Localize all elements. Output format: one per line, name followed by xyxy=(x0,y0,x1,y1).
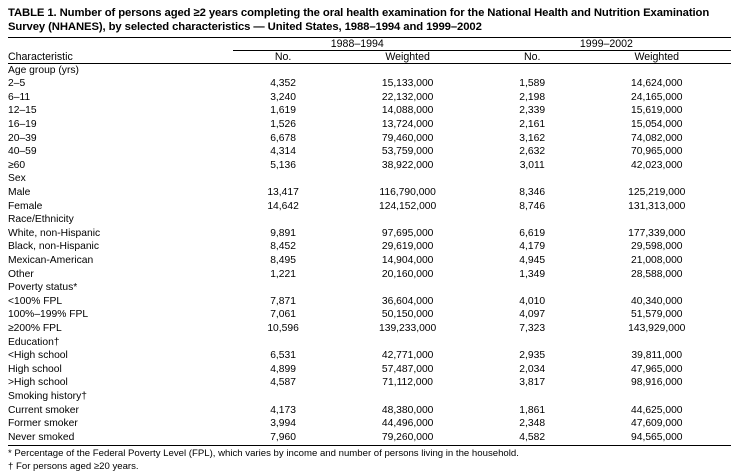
cell-weighted-1999: 39,811,000 xyxy=(631,350,683,362)
row-label: Black, non-Hispanic xyxy=(8,241,99,253)
nhanes-table xyxy=(8,38,731,445)
cell-no-1988: 4,173 xyxy=(270,404,296,416)
group-label: Education† xyxy=(8,336,60,348)
cell-no-1999: 2,161 xyxy=(519,119,546,131)
header-characteristic: Characteristic xyxy=(8,50,73,63)
cell-no-1988: 7,960 xyxy=(270,431,296,443)
table-group-row xyxy=(8,172,731,186)
cell-weighted-1999: 143,929,000 xyxy=(628,322,686,334)
cell-no-1988: 10,596 xyxy=(267,322,299,334)
cell-weighted-1999: 15,054,000 xyxy=(631,119,683,131)
table-group-row xyxy=(8,281,731,295)
cell-no-1999: 3,162 xyxy=(519,132,546,144)
cell-no-1999: 2,348 xyxy=(519,418,546,430)
row-label: 100%–199% FPL xyxy=(8,309,89,321)
row-label: 40–59 xyxy=(8,146,37,158)
cell-no-1999: 8,346 xyxy=(519,187,546,199)
row-label: ≥60 xyxy=(8,159,26,171)
table-row xyxy=(8,132,731,146)
footnote-asterisk: * Percentage of the Federal Poverty Level (FPL), which varies by income and number of persons living in the household. xyxy=(8,448,519,460)
table-row xyxy=(8,376,731,390)
table-row xyxy=(8,145,731,159)
cell-weighted-1988: 48,380,000 xyxy=(381,404,434,416)
table-row xyxy=(8,431,731,445)
table-group-row xyxy=(8,336,731,350)
footnote-dagger: † For persons aged ≥20 years. xyxy=(8,460,139,472)
cell-weighted-1999: 40,340,000 xyxy=(631,295,683,307)
table-group-row xyxy=(8,213,731,227)
cell-no-1988: 1,221 xyxy=(270,268,296,280)
cell-no-1988: 13,417 xyxy=(267,187,299,199)
table-row xyxy=(8,404,731,418)
page-title-line-1: TABLE 1. Number of persons aged ≥2 years completing the oral health examination for the National Health and Nutrition Examination xyxy=(8,7,710,19)
cell-no-1988: 7,871 xyxy=(270,295,296,307)
cell-no-1988: 4,899 xyxy=(270,363,296,375)
cell-no-1999: 2,198 xyxy=(519,91,546,103)
cell-no-1999: 4,582 xyxy=(519,431,546,443)
cell-no-1988: 9,891 xyxy=(270,227,296,239)
cell-weighted-1988: 20,160,000 xyxy=(381,268,434,280)
group-label: Sex xyxy=(8,173,26,185)
table-row xyxy=(8,322,731,336)
header-weighted-1988: Weighted xyxy=(385,50,430,63)
row-label: 12–15 xyxy=(8,105,37,117)
row-label: High school xyxy=(8,363,62,375)
cell-weighted-1999: 44,625,000 xyxy=(631,404,683,416)
table-row xyxy=(8,363,731,377)
cell-no-1999: 4,179 xyxy=(519,241,546,253)
cell-weighted-1999: 28,588,000 xyxy=(631,268,683,280)
cell-no-1988: 3,994 xyxy=(270,418,296,430)
table-row xyxy=(8,91,731,105)
table-row xyxy=(8,254,731,268)
row-label: 16–19 xyxy=(8,119,37,131)
cell-weighted-1988: 14,904,000 xyxy=(381,255,434,266)
cell-weighted-1999: 14,624,000 xyxy=(631,78,683,90)
page-title xyxy=(8,6,731,35)
cell-no-1988: 5,136 xyxy=(270,159,296,171)
table-row xyxy=(8,240,731,254)
group-label: Poverty status* xyxy=(8,282,78,294)
cell-no-1999: 1,861 xyxy=(519,404,546,416)
cell-weighted-1999: 131,313,000 xyxy=(628,200,686,212)
row-label: >High school xyxy=(8,377,68,389)
cell-no-1988: 1,526 xyxy=(270,119,296,131)
table-row xyxy=(8,104,731,118)
header-group-1999-2002: 1999–2002 xyxy=(482,38,731,51)
table-row xyxy=(8,227,731,241)
cell-weighted-1988: 15,133,000 xyxy=(381,78,434,90)
page-title-line-2: Survey (NHANES), by selected characteristics — United States, 1988–1994 and 1999–2002 xyxy=(8,21,482,34)
cell-weighted-1999: 125,219,000 xyxy=(628,187,686,199)
cell-weighted-1999: 29,598,000 xyxy=(631,241,683,253)
cell-weighted-1999: 21,008,000 xyxy=(631,255,683,266)
cell-weighted-1999: 47,965,000 xyxy=(631,363,683,375)
row-label: Mexican-American xyxy=(8,255,94,266)
cell-no-1988: 8,452 xyxy=(270,241,296,253)
row-label: Current smoker xyxy=(8,404,79,416)
header-weighted-1999: Weighted xyxy=(634,50,680,63)
cell-no-1999: 1,589 xyxy=(519,78,546,90)
cell-no-1999: 3,011 xyxy=(519,159,545,171)
row-label: ≥200% FPL xyxy=(8,322,62,334)
cell-weighted-1988: 38,922,000 xyxy=(381,159,434,171)
cell-no-1988: 1,619 xyxy=(270,105,296,117)
cell-no-1999: 4,945 xyxy=(519,255,546,266)
table-header-sub-row xyxy=(8,50,731,63)
cell-weighted-1988: 79,460,000 xyxy=(381,132,434,144)
row-label: Other xyxy=(8,268,34,280)
cell-weighted-1999: 74,082,000 xyxy=(631,132,683,144)
cell-weighted-1999: 177,339,000 xyxy=(628,227,686,239)
row-label: Former smoker xyxy=(8,418,78,430)
cell-no-1988: 4,587 xyxy=(270,377,296,389)
table-row xyxy=(8,295,731,309)
table-row xyxy=(8,308,731,322)
cell-weighted-1988: 79,260,000 xyxy=(381,431,434,443)
cell-no-1988: 7,061 xyxy=(270,309,296,321)
table-row xyxy=(8,417,731,431)
table-header-group-row xyxy=(8,38,731,51)
cell-no-1999: 2,935 xyxy=(519,350,546,362)
cell-weighted-1999: 47,609,000 xyxy=(631,418,683,430)
cell-weighted-1999: 24,165,000 xyxy=(631,91,683,103)
cell-no-1999: 4,097 xyxy=(519,309,546,321)
group-label: Smoking history† xyxy=(8,390,87,402)
cell-weighted-1999: 70,965,000 xyxy=(631,146,683,158)
footnotes xyxy=(8,446,731,473)
group-label: Age group (yrs) xyxy=(8,64,79,76)
cell-no-1988: 3,240 xyxy=(270,91,296,103)
cell-weighted-1988: 97,695,000 xyxy=(381,227,434,239)
cell-no-1988: 6,678 xyxy=(270,132,296,144)
cell-no-1999: 2,034 xyxy=(519,363,546,375)
cell-no-1999: 2,339 xyxy=(519,105,546,117)
header-no-1988: No. xyxy=(274,50,292,63)
group-label: Race/Ethnicity xyxy=(8,214,74,226)
row-label: 2–5 xyxy=(8,78,26,90)
cell-weighted-1988: 124,152,000 xyxy=(379,200,437,212)
cell-weighted-1988: 53,759,000 xyxy=(381,146,434,158)
cell-weighted-1988: 29,619,000 xyxy=(381,241,434,253)
table-group-row xyxy=(8,390,731,404)
table-row xyxy=(8,159,731,173)
cell-no-1988: 14,642 xyxy=(267,200,299,212)
cell-weighted-1988: 14,088,000 xyxy=(381,105,434,117)
cell-weighted-1988: 57,487,000 xyxy=(381,363,434,375)
cell-no-1988: 6,531 xyxy=(270,350,296,362)
cell-no-1999: 7,323 xyxy=(519,322,546,334)
cell-no-1999: 8,746 xyxy=(519,200,546,212)
row-label: 6–11 xyxy=(8,91,31,103)
table-row xyxy=(8,200,731,214)
header-group-1988-1994: 1988–1994 xyxy=(233,38,482,51)
table-row xyxy=(8,186,731,200)
row-label: Never smoked xyxy=(8,431,75,443)
cell-weighted-1999: 94,565,000 xyxy=(631,431,683,443)
row-label: 20–39 xyxy=(8,132,37,144)
cell-no-1988: 4,352 xyxy=(270,78,296,90)
cell-weighted-1988: 50,150,000 xyxy=(381,309,434,321)
cell-weighted-1988: 116,790,000 xyxy=(379,187,436,199)
cell-weighted-1999: 98,916,000 xyxy=(631,377,683,389)
cell-weighted-1988: 22,132,000 xyxy=(381,91,434,103)
cell-no-1988: 8,495 xyxy=(270,255,296,266)
cell-weighted-1999: 15,619,000 xyxy=(631,105,683,117)
table-row xyxy=(8,77,731,91)
cell-no-1999: 1,349 xyxy=(519,268,546,280)
cell-weighted-1988: 36,604,000 xyxy=(381,295,434,307)
cell-no-1999: 4,010 xyxy=(519,295,546,307)
cell-weighted-1988: 42,771,000 xyxy=(381,350,434,362)
cell-weighted-1999: 42,023,000 xyxy=(631,159,683,171)
cell-weighted-1988: 13,724,000 xyxy=(381,119,434,131)
cell-no-1999: 2,632 xyxy=(519,146,546,158)
cell-no-1988: 4,314 xyxy=(270,146,296,158)
row-label: Male xyxy=(8,187,31,199)
table-body xyxy=(8,63,731,444)
table-row xyxy=(8,349,731,363)
row-label: White, non-Hispanic xyxy=(8,227,101,239)
table-row xyxy=(8,118,731,132)
cell-weighted-1988: 71,112,000 xyxy=(382,377,434,389)
row-label: <High school xyxy=(8,350,68,362)
cell-weighted-1999: 51,579,000 xyxy=(631,309,683,321)
cell-weighted-1988: 44,496,000 xyxy=(381,418,434,430)
table-row xyxy=(8,268,731,282)
cell-no-1999: 6,619 xyxy=(519,227,546,239)
cell-no-1999: 3,817 xyxy=(519,377,546,389)
row-label: Female xyxy=(8,200,43,212)
cell-weighted-1988: 139,233,000 xyxy=(379,322,437,334)
table-group-row xyxy=(8,63,731,77)
row-label: <100% FPL xyxy=(8,295,63,307)
header-no-1999: No. xyxy=(523,50,541,63)
